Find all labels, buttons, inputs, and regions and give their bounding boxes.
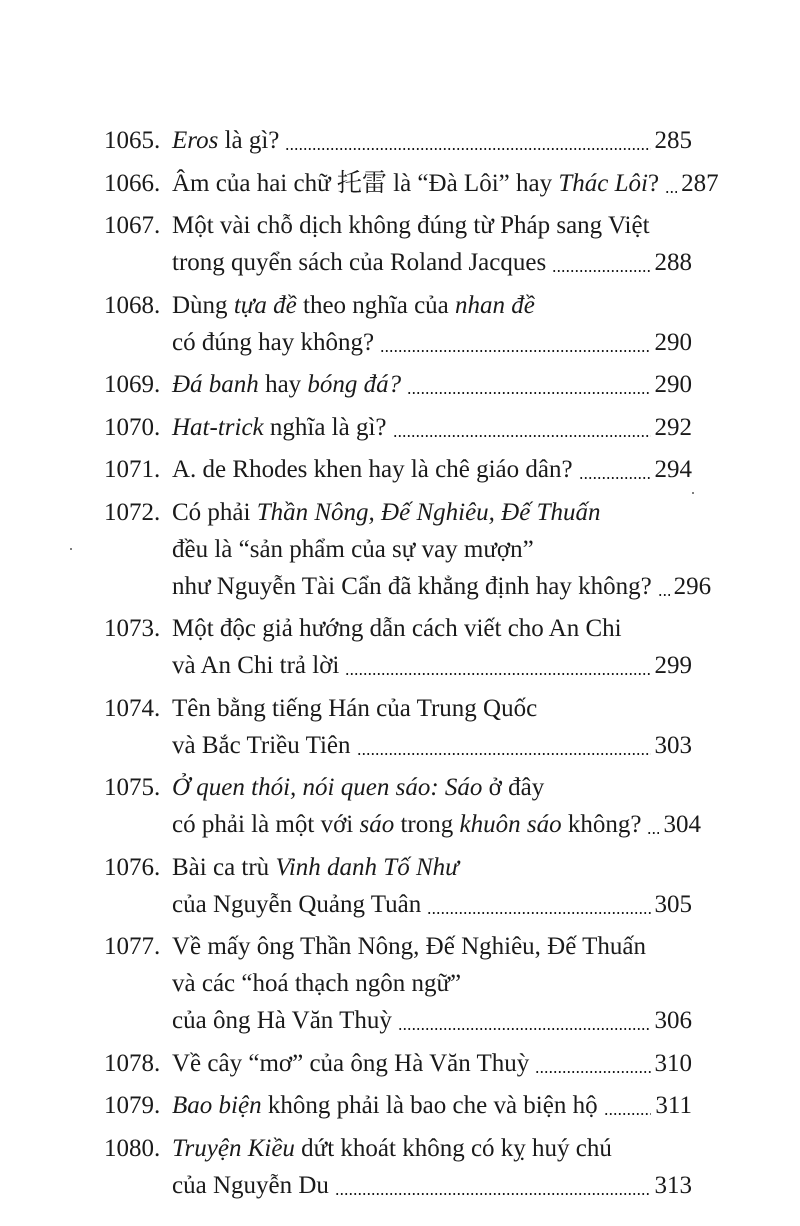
page-number: 292 [654, 413, 692, 441]
entry-title [172, 409, 692, 446]
entry-number: 1068. [104, 291, 161, 319]
toc-entry [104, 165, 719, 202]
entry-number: 1075. [104, 774, 161, 801]
dot-leader [285, 148, 650, 150]
title-line [172, 568, 712, 605]
title-text: không phải là bao che và biện hộ [261, 1092, 598, 1119]
entry-number: 1067. [104, 212, 161, 239]
title-text: của Nguyễn Quảng Tuân [172, 890, 422, 918]
entry-title [172, 494, 712, 605]
entry-title [172, 928, 692, 1039]
title-text: trong quyển sách của Roland Jacques [172, 249, 547, 276]
title-line-text [172, 165, 659, 202]
page-number: 303 [654, 731, 692, 759]
title-line-text [172, 647, 339, 684]
dot-leader [357, 753, 651, 755]
dot-leader [604, 1113, 652, 1115]
entry-number: 1069. [104, 371, 161, 398]
title-line-text [172, 122, 279, 159]
toc-entry [104, 1045, 692, 1082]
title-text: Một vài chỗ dịch không đúng từ Pháp sang Việt [172, 212, 650, 239]
toc-entry [104, 1087, 692, 1124]
toc-entry [104, 409, 692, 446]
entry-number: 1076. [104, 853, 161, 881]
title-line [172, 965, 692, 1002]
title-line-text [172, 568, 652, 605]
page-number: 294 [654, 456, 692, 483]
page-number: 305 [654, 890, 692, 918]
title-line [172, 928, 692, 965]
dot-leader [579, 477, 651, 479]
title-text: của ông Hà Văn Thuỳ [172, 1007, 392, 1034]
dot-leader [335, 1193, 651, 1195]
title-text: như Nguyễn Tài Cẩn đã khẳng định hay không? [172, 572, 652, 600]
toc-entry [104, 928, 692, 1039]
dot-leader [552, 270, 650, 272]
title-line [172, 531, 692, 568]
title-line-text [172, 1167, 329, 1204]
page-number: 290 [654, 328, 692, 356]
entry-number: 1078. [104, 1049, 161, 1077]
title-line [172, 366, 692, 403]
dot-leader [407, 392, 650, 394]
toc-entry [104, 451, 692, 488]
entry-title [172, 287, 692, 361]
title-line [172, 886, 692, 923]
toc-entry [104, 207, 692, 281]
toc-entry [104, 849, 692, 923]
title-line [172, 122, 692, 159]
title-text: trong [394, 811, 460, 838]
entry-title [172, 207, 692, 281]
page-number: 311 [655, 1092, 692, 1119]
dot-leader [658, 594, 670, 596]
title-line [172, 690, 692, 727]
title-line-text [172, 806, 641, 843]
title-line-text [172, 727, 351, 764]
page-number: 288 [654, 249, 692, 276]
entry-title [172, 610, 692, 684]
title-italic-text: nhan đề [455, 291, 535, 319]
entry-title [172, 1045, 692, 1082]
title-line [172, 806, 701, 843]
title-italic-text: Bao biện [172, 1092, 262, 1119]
title-text: Tên bằng tiếng Hán của Trung Quốc [172, 694, 538, 722]
title-line-text [172, 1045, 529, 1082]
title-italic-text: tựa đề [233, 291, 297, 319]
title-line [172, 1002, 692, 1039]
title-line [172, 207, 692, 244]
title-italic-text: Ở quen thói, nói quen sáo: Sáo [172, 774, 483, 801]
title-line [172, 165, 719, 202]
title-text: dứt khoát không có kỵ huý chú [294, 1134, 612, 1162]
title-text: không? [561, 811, 642, 838]
title-text: Về cây “mơ” của ông Hà Văn Thuỳ [172, 1049, 530, 1077]
entry-number: 1074. [104, 694, 161, 722]
title-text: theo nghĩa của [296, 291, 456, 319]
toc-entry [104, 122, 692, 159]
dot-leader [398, 1028, 651, 1030]
dot-leader [535, 1071, 650, 1073]
toc-entry [104, 1130, 692, 1204]
toc-entry [104, 494, 712, 605]
dot-leader [427, 912, 650, 914]
entry-number: 1073. [104, 615, 161, 642]
title-text: Âm của hai chữ 托雷 là “Đà Lôi” hay [172, 169, 559, 197]
title-line [172, 769, 692, 806]
title-italic-text: Eros [172, 127, 219, 154]
title-line [172, 244, 692, 281]
dot-leader [393, 435, 651, 437]
title-text: A. de Rhodes khen hay là chê giáo dân? [172, 456, 573, 483]
title-line [172, 451, 692, 488]
title-text: là gì? [218, 127, 280, 154]
toc-entry [104, 366, 692, 403]
title-italic-text: Thác Lôi [558, 169, 648, 197]
title-line-text [172, 409, 387, 446]
toc-entry [104, 769, 701, 843]
title-line [172, 647, 692, 684]
toc-entry [104, 610, 692, 684]
title-text: ở đây [482, 774, 545, 801]
title-line [172, 1045, 692, 1082]
print-speck [70, 548, 72, 550]
title-italic-text: bóng đá? [307, 371, 402, 398]
entry-title [172, 1087, 692, 1124]
page-number: 296 [673, 572, 712, 600]
dot-leader [647, 832, 659, 834]
title-text: và các “hoá thạch ngôn ngữ” [172, 970, 462, 997]
entry-title [172, 366, 692, 403]
page-number: 290 [654, 371, 692, 398]
title-text: ? [647, 169, 660, 197]
entry-number: 1070. [104, 413, 161, 441]
entry-number: 1079. [104, 1092, 161, 1119]
entry-title [172, 849, 692, 923]
entry-number: 1065. [104, 127, 161, 154]
title-text: Có phải [172, 498, 257, 526]
entry-title [172, 690, 692, 764]
entry-title [172, 165, 719, 202]
title-line-text [172, 1087, 598, 1124]
page-number: 310 [654, 1049, 692, 1077]
title-line [172, 1130, 692, 1167]
title-line-text [172, 244, 546, 281]
title-text: Dùng [172, 291, 234, 319]
title-text: và An Chi trả lời [172, 652, 340, 679]
entry-number: 1071. [104, 456, 161, 483]
title-italic-text: Vinh danh Tố Như [275, 853, 459, 881]
title-text: hay [258, 371, 308, 398]
title-text: và Bắc Triều Tiên [172, 731, 351, 759]
title-line-text [172, 366, 401, 403]
dot-leader [380, 350, 650, 352]
toc-entry [104, 690, 692, 764]
page-number: 313 [654, 1171, 692, 1199]
title-line [172, 610, 692, 647]
page-number: 287 [681, 169, 719, 197]
title-italic-text: Đá banh [172, 371, 259, 398]
title-italic-text: Hat-trick [172, 413, 264, 441]
entry-title [172, 451, 692, 488]
entry-number: 1077. [104, 933, 161, 960]
title-text: Bài ca trù [172, 853, 276, 881]
title-text: đều là “sản phẩm của sự vay mượn” [172, 535, 534, 563]
title-line [172, 849, 692, 886]
title-text: có đúng hay không? [172, 328, 375, 356]
title-italic-text: sáo [359, 811, 395, 838]
dot-leader [665, 191, 677, 193]
title-line-text [172, 886, 421, 923]
print-speck [692, 492, 694, 494]
entry-number: 1080. [104, 1134, 161, 1162]
title-italic-text: Thần Nông, Đế Nghiêu, Đế Thuấn [256, 498, 601, 526]
title-line [172, 494, 692, 531]
title-italic-text: khuôn sáo [459, 811, 562, 838]
title-line [172, 324, 692, 361]
entry-title [172, 1130, 692, 1204]
title-text: của Nguyễn Du [172, 1171, 329, 1199]
title-line [172, 727, 692, 764]
title-line-text [172, 451, 573, 488]
entry-title [172, 769, 701, 843]
entry-title [172, 122, 692, 159]
title-line [172, 287, 692, 324]
title-line-text [172, 324, 374, 361]
page-number: 304 [663, 811, 701, 838]
page-number: 285 [654, 127, 692, 154]
entry-number: 1072. [104, 498, 161, 526]
title-line [172, 1167, 692, 1204]
title-line [172, 409, 692, 446]
title-text: nghĩa là gì? [263, 413, 387, 441]
title-text: Về mấy ông Thần Nông, Đế Nghiêu, Đế Thuấn [172, 933, 646, 960]
title-italic-text: Truyện Kiều [172, 1134, 295, 1162]
title-text: có phải là một với [172, 811, 360, 838]
entry-number: 1066. [104, 169, 161, 197]
toc-entry [104, 287, 692, 361]
title-line [172, 1087, 692, 1124]
dot-leader [345, 673, 650, 675]
page-number: 306 [654, 1007, 692, 1034]
title-text: Một độc giả hướng dẫn cách viết cho An Chi [172, 615, 622, 642]
page-number: 299 [654, 652, 692, 679]
table-of-contents [104, 122, 719, 1209]
title-line-text [172, 1002, 392, 1039]
